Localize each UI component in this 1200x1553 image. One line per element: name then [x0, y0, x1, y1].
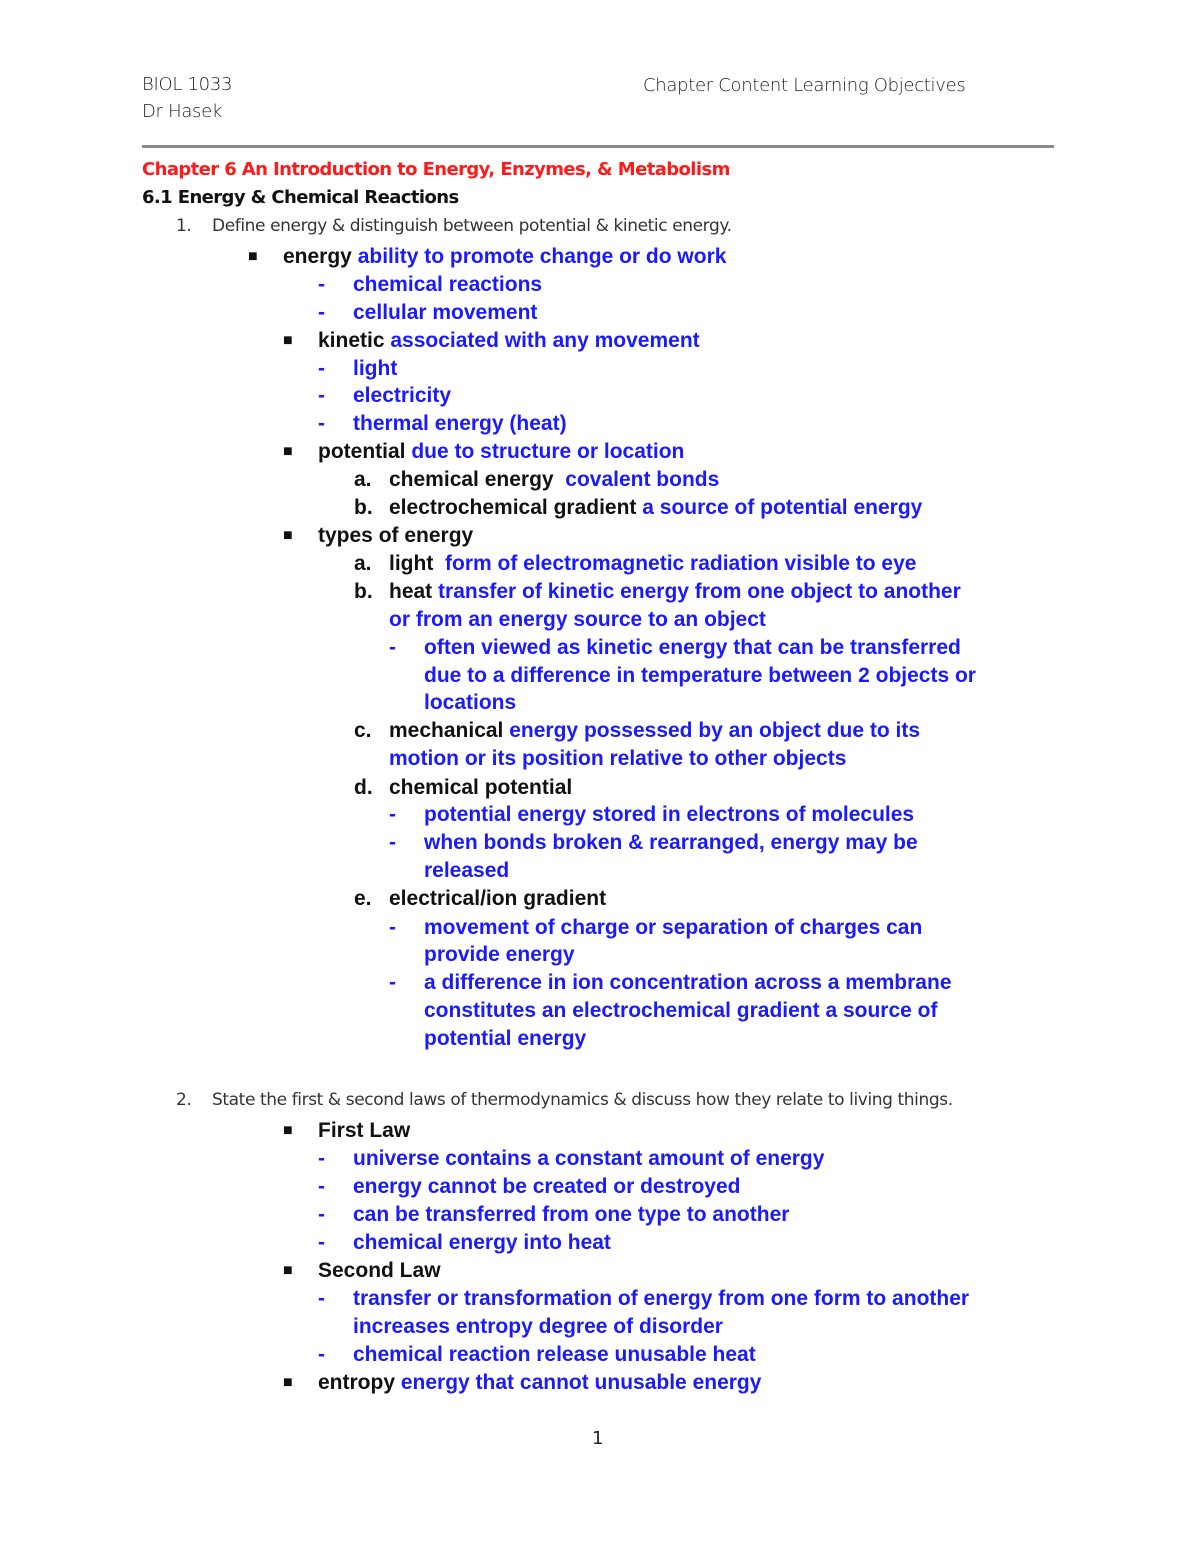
list-item: ■ potential due to structure or location [283, 440, 685, 463]
list-item: - movement of charge or separation of charges can [389, 916, 923, 939]
list-item: ■ energy ability to promote change or do work [248, 245, 727, 268]
list-item: - can be transferred from one type to another [318, 1203, 790, 1226]
list-item: - potential energy stored in electrons of molecules [389, 803, 915, 826]
list-item: - chemical reactions [318, 273, 543, 296]
list-item: ■ First Law [283, 1119, 411, 1142]
header-divider [142, 145, 1054, 148]
section-title: 6.1 Energy & Chemical Reactions [142, 187, 459, 208]
list-item: ■ types of energy [283, 524, 474, 547]
list-item-continuation: constitutes an electrochemical gradient a source of [424, 999, 938, 1022]
list-item: ■ kinetic associated with any movement [283, 329, 700, 352]
list-item: - when bonds broken & rearranged, energy may be [389, 831, 918, 854]
list-item: b. heat transfer of kinetic energy from one object to another [354, 580, 961, 603]
list-item: e. electrical/ion gradient [354, 887, 607, 910]
objective-2: 2. State the first & second laws of thermodynamics & discuss how they relate to living things. [176, 1090, 953, 1110]
list-item-continuation: locations [424, 691, 517, 714]
list-item: - energy cannot be created or destroyed [318, 1175, 741, 1198]
list-item: - a difference in ion concentration across a membrane [389, 971, 952, 994]
list-item: ■ Second Law [283, 1259, 441, 1282]
header-title: Chapter Content Learning Objectives [643, 75, 966, 96]
instructor: Dr Hasek [142, 101, 223, 122]
list-item: - light [318, 357, 398, 380]
list-item: a. light form of electromagnetic radiation visible to eye [354, 552, 917, 575]
list-item: - thermal energy (heat) [318, 412, 567, 435]
list-item: a. chemical energy covalent bonds [354, 468, 720, 491]
list-item: - electricity [318, 384, 452, 407]
course-code: BIOL 1033 [142, 74, 233, 95]
list-item: ■ entropy energy that cannot unusable energy [283, 1371, 762, 1394]
list-item-continuation: increases entropy degree of disorder [353, 1315, 723, 1338]
list-item-continuation: due to a difference in temperature between 2 objects or [424, 664, 976, 687]
list-item-continuation: potential energy [424, 1027, 587, 1050]
list-item: - chemical reaction release unusable heat [318, 1343, 756, 1366]
list-item-continuation: released [424, 859, 510, 882]
list-item: - chemical energy into heat [318, 1231, 611, 1254]
list-item: - universe contains a constant amount of energy [318, 1147, 825, 1170]
list-item: - transfer or transformation of energy from one form to another [318, 1287, 970, 1310]
list-item: - cellular movement [318, 301, 538, 324]
list-item: b. electrochemical gradient a source of potential energy [354, 496, 923, 519]
objective-1: 1. Define energy & distinguish between potential & kinetic energy. [176, 216, 732, 236]
chapter-title: Chapter 6 An Introduction to Energy, Enzymes, & Metabolism [142, 159, 730, 180]
list-item: d. chemical potential [354, 776, 573, 799]
list-item: - often viewed as kinetic energy that can be transferred [389, 636, 961, 659]
list-item-continuation: provide energy [424, 943, 575, 966]
page-number: 1 [592, 1428, 604, 1449]
list-item: c. mechanical energy possessed by an object due to its [354, 719, 921, 742]
list-item-continuation: motion or its position relative to other objects [389, 747, 847, 770]
list-item-continuation: or from an energy source to an object [389, 608, 766, 631]
